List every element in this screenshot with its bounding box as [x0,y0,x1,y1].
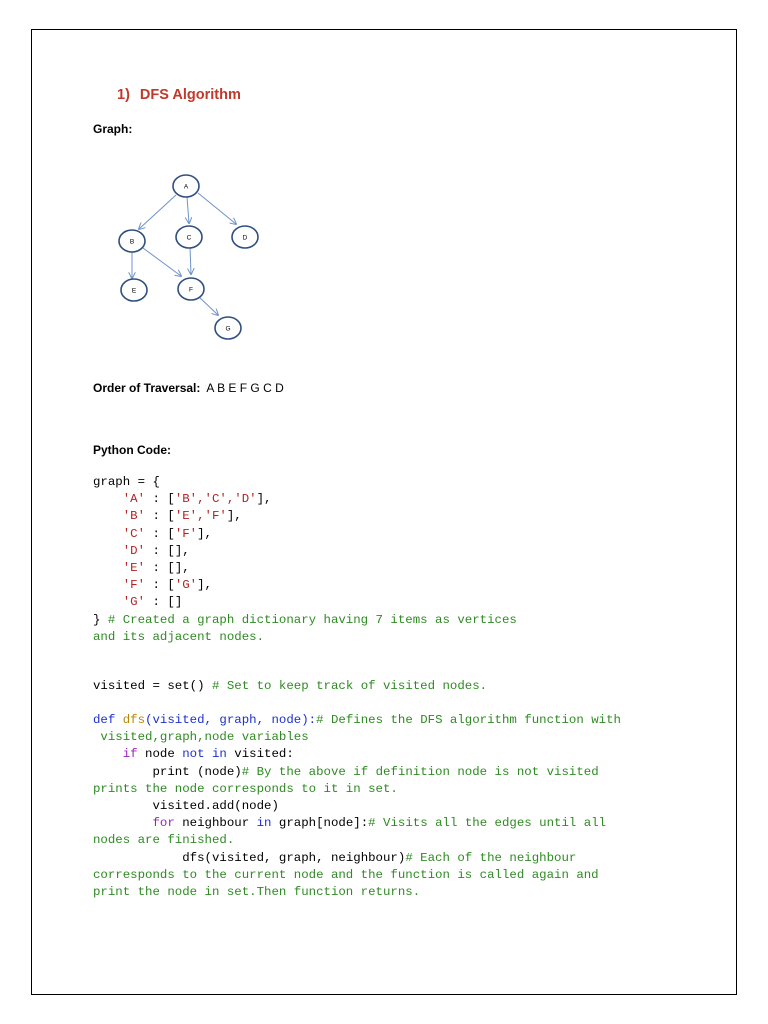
graph-diagram [110,165,260,350]
traversal-order [93,381,284,395]
code-label: Python Code: [93,443,171,457]
code-graph-block: graph = { 'A' : ['B','C','D'], 'B' : ['E','F'], 'C' : ['F'], 'D' : [], 'E' : [], 'F' : ['G'], 'G' : [] } # Created a graph dictionary having 7 items as vertices and its adjacent nodes. [93,475,517,644]
node-label: G [225,325,231,333]
node-b [119,230,145,252]
code-comment: # Visits all the edges until all [368,816,607,831]
node-d [232,226,258,248]
code-comment: # By the above if definition node is not visited [241,764,599,779]
heading-title: DFS Algorithm [139,87,241,103]
node-label: F [189,286,193,294]
code-comment: # Set to keep track of visited nodes. [204,679,488,693]
code-comment: # Each of the neighbour [405,850,577,865]
code-visited-line: visited = set() # Set to keep track of visited nodes. [93,679,488,693]
code-dfs-function: def dfs(visited, graph, node):# Defines the DFS algorithm function with visited,graph,node variables if node not in visited: print (node)# By the above if definition node is not visited prints the node corresponds to it in set. visited.add(node) for neighbour in graph[node]:# Visits all the edges until all nodes are finished. dfs(visited, graph, neighbour)# Each of the neighbour corresponds to the current node and the function is called again and print the node in set.Then function returns. [93,713,621,900]
edge-c-f [190,247,191,274]
node-g [215,317,241,339]
node-label: E [131,287,137,295]
code-comment: corresponds to the current node and the function is called again and [93,867,599,882]
section-heading: 1) DFS Algorithm [117,87,241,103]
node-label: C [186,234,192,242]
code-comment: nodes are finished. [93,833,235,848]
node-label: A [183,183,189,191]
traversal-label: Order of Traversal: [93,381,201,395]
edge-b-f [143,248,181,276]
node-label: D [242,234,248,242]
node-e [121,279,147,301]
edge-a-b [139,195,176,229]
edge-f-g [198,296,218,315]
code-comment: and its adjacent nodes. [93,629,265,644]
node-f [178,278,204,300]
code-comment: # Created a graph dictionary having 7 items as vertices [100,612,517,627]
node-c [176,226,202,248]
edge-a-c [187,197,189,223]
code-comment: print the node in set.Then function returns. [93,885,421,900]
code-line: graph = { [93,475,160,489]
edge-a-d [198,193,236,224]
node-a [173,175,199,197]
node-label: B [129,238,135,246]
traversal-sequence: A B E F G C D [206,381,284,395]
code-comment: visited,graph,node variables [93,730,309,745]
code-comment: prints the node corresponds to it in set. [93,781,398,796]
code-comment: # Defines the DFS algorithm function with [316,713,621,727]
graph-label: Graph: [93,122,133,136]
